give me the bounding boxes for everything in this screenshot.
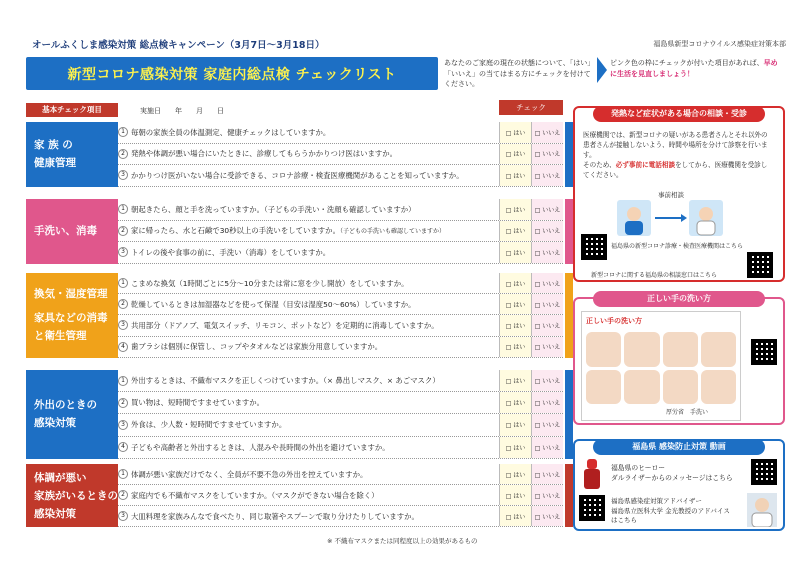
checklist-row (118, 165, 563, 187)
check-cells (499, 392, 563, 413)
item-text (131, 320, 499, 331)
checklist-row (118, 144, 563, 166)
item-number: 3 (118, 170, 128, 180)
hero-character-icon (579, 457, 605, 491)
handwash-panel (573, 294, 785, 425)
section-label (26, 370, 118, 459)
checklist-row (118, 294, 563, 315)
hand-step-icon (663, 370, 698, 405)
item-text-main: かかりつけ医がいない場合に受診できる、コロナ診療・検査医療機関があることを知っていますか。 (131, 170, 464, 180)
arrow-right-icon (597, 57, 607, 83)
qr-code-icon[interactable] (579, 495, 605, 521)
no-checkbox[interactable]: □ いいえ (531, 144, 563, 165)
pink-note-text: ピンク色の枠にチェックが付いた項目があれば、 (610, 59, 764, 67)
headquarters-label: 福島県新型コロナウイルス感染症対策本部 (653, 40, 786, 48)
check-cells (499, 273, 563, 293)
pink-note (610, 58, 782, 79)
no-checkbox[interactable]: □ いいえ (531, 315, 563, 335)
item-text-main: 体調が悪い家族だけでなく、全員が不要不急の外出を控えていますか。 (131, 469, 368, 479)
fever-text-2b: 必ず事前に電話相談 (615, 161, 676, 169)
no-checkbox[interactable]: □ いいえ (531, 165, 563, 186)
checklist-row (118, 464, 563, 485)
checklist-row (118, 315, 563, 336)
item-text (131, 375, 499, 386)
yes-checkbox[interactable]: □ はい (499, 242, 531, 263)
hand-step-icon (624, 370, 659, 405)
hand-step-icon (624, 332, 659, 367)
checklist-section (26, 273, 563, 358)
check-header: チェック (499, 100, 563, 115)
checklist-row (118, 370, 563, 392)
yes-checkbox[interactable]: □ はい (499, 437, 531, 458)
check-cells (499, 144, 563, 165)
advisor-link[interactable] (611, 497, 730, 526)
item-text (131, 511, 499, 522)
no-checkbox[interactable]: □ いいえ (531, 392, 563, 413)
item-text-main: 子どもや高齢者と外出するときは、人混みや長時間の外出を避けていますか。 (131, 442, 390, 452)
no-checkbox[interactable]: □ いいえ (531, 506, 563, 526)
checklist-section (26, 370, 563, 459)
check-cells (499, 122, 563, 143)
hand-step-icon (663, 332, 698, 367)
section-label-line: 手洗い、消毒 (34, 225, 97, 238)
check-cells (499, 337, 563, 357)
advisor-line-3: はこちら (611, 516, 637, 524)
checklist-row (118, 122, 563, 144)
item-number: 4 (118, 342, 128, 352)
item-text (131, 299, 499, 310)
yes-checkbox[interactable]: □ はい (499, 414, 531, 435)
hand-step-icon (586, 332, 621, 367)
handwash-guide (581, 311, 741, 421)
yes-checkbox[interactable]: □ はい (499, 294, 531, 314)
no-checkbox[interactable]: □ いいえ (531, 273, 563, 293)
section-label-line: 体調が悪い (34, 471, 87, 484)
item-text-main: 外出するときは、不織布マスクを正しくつけていますか。（× 鼻出しマスク、× あごマスク） (131, 376, 440, 386)
item-number: 3 (118, 420, 128, 430)
section-label-line: と衛生管理 (34, 330, 87, 343)
check-cells (499, 485, 563, 505)
check-cells (499, 294, 563, 314)
item-number: 2 (118, 490, 128, 500)
yes-checkbox[interactable]: □ はい (499, 273, 531, 293)
check-cells (499, 370, 563, 391)
item-number: 2 (118, 226, 128, 236)
item-text-main: 大皿料理を家族みんなで食べたり、同じ取箸やスプーンで取り分けたりしていますか。 (131, 511, 419, 521)
fever-text-2a: そのため、 (583, 161, 616, 169)
item-number: 1 (118, 278, 128, 288)
item-text (131, 490, 499, 501)
no-checkbox[interactable]: □ いいえ (531, 370, 563, 391)
page-title-banner (26, 57, 438, 90)
yes-checkbox[interactable]: □ はい (499, 506, 531, 526)
yes-checkbox[interactable]: □ はい (499, 144, 531, 165)
item-number: 2 (118, 398, 128, 408)
hero-line-2: ダルライザーからのメッセージはこちら (611, 474, 733, 482)
fever-text-1: 医療機関では、新型コロナの疑いがある患者さんとそれ以外の患者さんが接触しないよう、時間や場所を分けて診察を行います。 (583, 131, 768, 159)
section-label-line: 家具などの消毒 (34, 312, 108, 325)
item-text (131, 341, 499, 352)
yes-checkbox[interactable]: □ はい (499, 221, 531, 242)
yes-checkbox[interactable]: □ はい (499, 464, 531, 484)
item-text-main: こまめな換気（1時間ごとに5分〜10分または常に窓を少し開放）をしていますか。 (131, 278, 409, 288)
no-checkbox[interactable]: □ いいえ (531, 437, 563, 458)
section-accent-bar (565, 464, 573, 527)
qr-code-icon[interactable] (581, 234, 607, 260)
checklist-row (118, 506, 563, 527)
no-checkbox[interactable]: □ いいえ (531, 294, 563, 314)
section-label-line: 換気・湿度管理 (34, 288, 108, 301)
no-checkbox[interactable]: □ いいえ (531, 485, 563, 505)
item-text-main: 共用部分（ドアノブ、電気スイッチ、リモコン、ポットなど）を定期的に消毒していますか。 (131, 320, 439, 330)
no-checkbox[interactable]: □ いいえ (531, 221, 563, 242)
hand-step-icon (586, 370, 621, 405)
footnote: ※ 不織布マスクまたは同程度以上の効果があるもの (327, 537, 478, 545)
pink-note-highlight: 早めに生活を見直しましょう！ (610, 59, 778, 78)
item-text (131, 127, 499, 138)
item-text (131, 419, 499, 430)
section-label-line: 家族がいるときの (34, 489, 118, 502)
no-checkbox[interactable]: □ いいえ (531, 337, 563, 357)
date-field[interactable]: 実施日 年 月 日 (140, 107, 224, 115)
item-text-main: 朝起きたら、顔と手を洗っていますか。（子どもの手洗い・洗顔も確認していますか） (131, 204, 416, 214)
section-accent-bar (565, 199, 573, 264)
yes-checkbox[interactable]: □ はい (499, 337, 531, 357)
item-text-main: 乾燥しているときは加湿器などを使って保湿（目安は湿度50〜60%）していますか。 (131, 299, 416, 309)
yes-checkbox[interactable]: □ はい (499, 165, 531, 186)
item-text-main: トイレの後や食事の前に、手洗い（消毒）をしていますか。 (131, 247, 331, 257)
check-cells (499, 199, 563, 220)
video-panel-title: 福島県 感染防止対策 動画 (593, 439, 765, 455)
handwash-panel-title: 正しい手の洗い方 (593, 291, 765, 307)
item-number: 3 (118, 247, 128, 257)
section-label-line: 感染対策 (34, 507, 76, 520)
hero-line-1: 福島県のヒーロー (611, 464, 666, 472)
item-text-main: 外食は、少人数・短時間ですませていますか。 (131, 420, 287, 430)
yes-checkbox[interactable]: □ はい (499, 315, 531, 335)
item-number: 1 (118, 127, 128, 137)
section-label-line: 家 族 の (34, 139, 73, 152)
item-number: 3 (118, 511, 128, 521)
section-label-line: 外出のときの (34, 399, 97, 412)
yes-checkbox[interactable]: □ はい (499, 122, 531, 143)
advisor-line-2: 福島県立医科大学 金光教授のアドバイス (611, 506, 730, 515)
yes-checkbox[interactable]: □ はい (499, 392, 531, 413)
yes-checkbox[interactable]: □ はい (499, 370, 531, 391)
campaign-title: オールふくしま感染対策 総点検キャンペーン（3月7日〜3月18日） (32, 40, 325, 51)
section-label (26, 464, 118, 527)
checklist-row (118, 199, 563, 221)
basic-items-header: 基本チェック項目 (26, 103, 118, 117)
no-checkbox[interactable]: □ いいえ (531, 414, 563, 435)
checklist-row (118, 437, 563, 459)
mhlw-handwash-link[interactable]: 厚労省 手洗い (666, 409, 709, 416)
item-text-main: 発熱や体調が悪い場合にいたときに、診療してもらうかかりつけ医はいますか。 (131, 149, 398, 159)
item-text-main: 毎朝の家族全員の体温測定、健康チェックはしていますか。 (131, 127, 331, 137)
check-cells (499, 414, 563, 435)
item-number: 2 (118, 149, 128, 159)
hand-step-icon (701, 370, 736, 405)
item-number: 1 (118, 376, 128, 386)
item-text (131, 170, 499, 181)
checklist-row (118, 485, 563, 506)
advisor-photo-icon (747, 493, 777, 527)
checklist-row (118, 392, 563, 414)
item-text (131, 204, 499, 215)
item-text-note: （子どもの手洗いも確認していますか） (339, 228, 445, 236)
check-cells (499, 315, 563, 335)
item-text (131, 469, 499, 480)
checklist-row (118, 242, 563, 264)
section-accent-bar (565, 122, 573, 187)
fever-panel-title: 発熱など症状がある場合の相談・受診 (593, 106, 765, 122)
fever-consult-panel (573, 106, 785, 282)
item-number: 2 (118, 299, 128, 309)
fever-text-2c: をしてから、医療機関を受診してください。 (583, 161, 768, 179)
section-label (26, 273, 118, 358)
item-number: 1 (118, 204, 128, 214)
checklist-row (118, 273, 563, 294)
video-panel (573, 439, 785, 531)
no-checkbox[interactable]: □ いいえ (531, 122, 563, 143)
section-label-line: 感染対策 (34, 417, 76, 430)
check-cells (499, 165, 563, 186)
item-number: 3 (118, 320, 128, 330)
item-text-main: 家に帰ったら、水と石鹸で30秒以上の手洗いをしていますか。 (131, 226, 340, 236)
qr-code-icon[interactable] (751, 339, 777, 365)
section-accent-bar (565, 370, 573, 459)
item-text (131, 442, 499, 453)
page-title: 新型コロナ感染対策 家庭内総点検 チェックリスト (67, 66, 397, 83)
section-label (26, 199, 118, 264)
item-text-main: 買い物は、短時間ですませていますか。 (131, 398, 265, 408)
no-checkbox[interactable]: □ いいえ (531, 242, 563, 263)
item-text (131, 247, 499, 258)
item-text (131, 397, 499, 408)
qr-code-icon[interactable] (747, 252, 773, 278)
hotline-link[interactable]: 新型コロナに関する福島県の相談窓口はこちら (591, 272, 718, 279)
hand-step-icon (701, 332, 736, 367)
item-number: 1 (118, 469, 128, 479)
no-checkbox[interactable]: □ いいえ (531, 464, 563, 484)
hero-message-link[interactable] (611, 463, 733, 483)
item-text-main: 家庭内でも不織布マスクをしていますか。（マスクができない場合を除く） (131, 490, 379, 500)
check-cells (499, 437, 563, 458)
clinic-link[interactable]: 福島県の新型コロナ診療・検査医療機関はこちら (611, 243, 744, 250)
handwash-steps (586, 332, 736, 404)
advisor-line-1: 福島県感染症対策アドバイザー (611, 497, 702, 505)
check-cells (499, 242, 563, 263)
item-number: 4 (118, 442, 128, 452)
checklist-row (118, 221, 563, 243)
checklist-section (26, 464, 563, 527)
instruction-note: あなたのご家庭の現在の状態について、「はい」「いいえ」の当てはまる方にチェックを付けてください。 (444, 59, 591, 88)
handwash-guide-title: 正しい手の洗い方 (586, 317, 642, 325)
checklist-row (118, 337, 563, 358)
check-cells (499, 506, 563, 526)
check-cells (499, 464, 563, 484)
item-text (131, 278, 499, 289)
section-accent-bar (565, 273, 573, 358)
checklist-row (118, 414, 563, 436)
yes-checkbox[interactable]: □ はい (499, 199, 531, 220)
fever-panel-body (583, 130, 773, 180)
section-label (26, 122, 118, 187)
consult-label: 事前相談 (658, 191, 684, 199)
qr-code-icon[interactable] (751, 459, 777, 485)
section-label-line: 健康管理 (34, 157, 76, 170)
check-cells (499, 221, 563, 242)
item-text-main: 歯ブラシは個別に保管し、コップやタオルなどは家族分用意していますか。 (131, 342, 383, 352)
yes-checkbox[interactable]: □ はい (499, 485, 531, 505)
item-text (131, 225, 499, 236)
checklist-section (26, 199, 563, 264)
item-text (131, 148, 499, 159)
no-checkbox[interactable]: □ いいえ (531, 199, 563, 220)
checklist-section (26, 122, 563, 187)
phone-consult-illustration (615, 190, 725, 242)
